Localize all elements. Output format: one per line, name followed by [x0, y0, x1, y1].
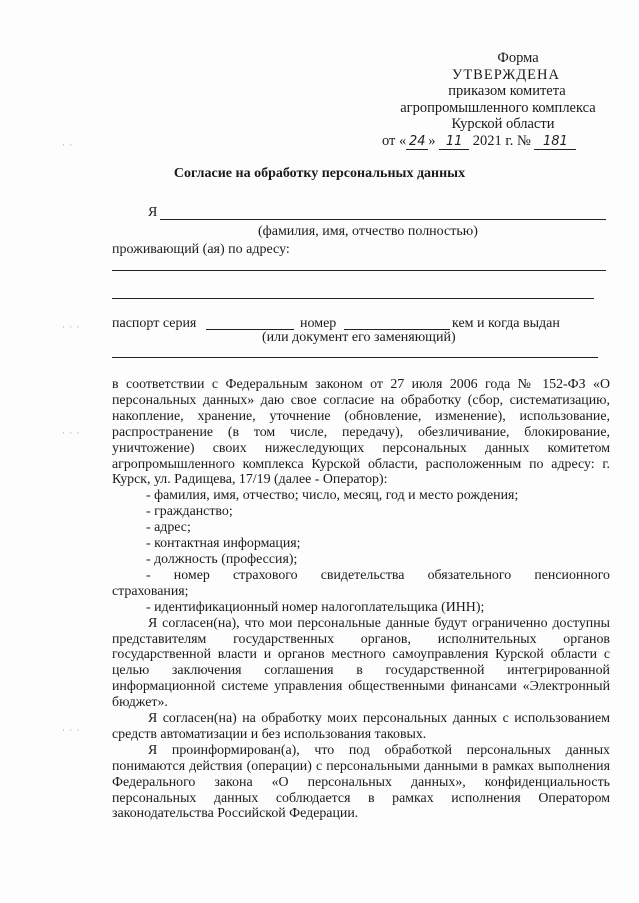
list-item: - должность (профессия); [146, 551, 298, 567]
list-item: - фамилия, имя, отчество; число, месяц, год и место рождения; [146, 488, 519, 504]
list-item: - гражданство; [146, 504, 233, 520]
address-field-line-1[interactable] [112, 270, 606, 271]
form-label: Форма [497, 50, 539, 66]
passport-number-label: номер [300, 316, 337, 331]
order-line-complex: агропромышленного комплекса [400, 99, 596, 116]
i-label: Я [148, 205, 158, 220]
consent-body [112, 377, 610, 822]
full-name-caption: (фамилия, имя, отчество полностью) [258, 224, 478, 239]
date-day-handwritten: 24 [406, 135, 428, 150]
paragraph-access: Я согласен(на), что мои персональные данные будут ограниченно доступны представителям государственных органов, исполнительных органов государственной власти и органов местного самоуправления Курской области с целью заключения соглашения в государственной интегрированной информационной системе управления общественными финансами «Электронный бюджет». [112, 615, 610, 711]
list-item: - адрес; [146, 520, 191, 536]
scan-speck: · · · [62, 322, 81, 332]
order-line-region: Курской области [451, 116, 555, 132]
date-year-label: 2021 г. № [472, 132, 531, 149]
order-date-line [368, 133, 628, 150]
paragraph-processing: Я согласен(на) на обработку моих персональных данных с использованием средств автоматизации и без использования таковых. [112, 711, 610, 742]
approval-block [368, 50, 628, 150]
issued-by-field[interactable] [112, 357, 598, 358]
list-item: - контактная информация; [146, 536, 301, 552]
issued-by-label: кем и когда выдан [452, 316, 560, 331]
scan-speck: · · · [62, 725, 81, 735]
list-item-snils-line-1: - номер страхового свидетельства обязательного пенсионного [146, 567, 610, 583]
paragraph-informed: Я проинформирован(а), что под обработкой персональных данных понимаются действия (операции) с персональными данными в рамках выполнения Федерального закона «О персональных данных», конфиденциальность персональных данных соблюдается в рамках исполнения Оператором законодательства Российской Федерации. [112, 742, 610, 822]
page-title: Согласие на обработку персональных данных [173, 166, 466, 181]
document-caption: (или документ его заменяющий) [262, 330, 456, 345]
consent-intro: в соответствии с Федеральным законом от 27 июля 2006 года № 152-ФЗ «О персональных данных» даю свое согласие на обработку (сбор, систематизацию, накопление, хранение, уточнение (обновление, изменение), использование, распространение (в том числе, передачу), обезличивание, блокирование, уничтожение) своих нижеследующих персональных данных комитетом агропромышленного комплекса Курской области, расположенным по адресу: г. Курск, ул. Радищева, 17/19 (далее - Оператор): [112, 377, 610, 488]
list-item-inn: - идентификационный номер налогоплательщика (ИНН); [146, 599, 485, 615]
passport-series-label: паспорт серия [112, 316, 197, 331]
date-mid: » [428, 132, 440, 149]
order-number-handwritten: 181 [534, 135, 576, 150]
approved-label: УТВЕРЖДЕНА [452, 66, 560, 83]
date-prefix: от « [382, 132, 407, 149]
scan-speck: · · [62, 140, 74, 150]
date-month-handwritten: 11 [439, 135, 469, 150]
list-item-snils-line-2: страхования; [112, 583, 189, 599]
address-label: проживающий (ая) по адресу: [112, 242, 290, 257]
order-line-committee: приказом комитета [448, 83, 566, 99]
scan-speck: · · · [62, 428, 81, 438]
full-name-field[interactable] [160, 219, 606, 220]
address-field-line-2[interactable] [112, 298, 594, 299]
